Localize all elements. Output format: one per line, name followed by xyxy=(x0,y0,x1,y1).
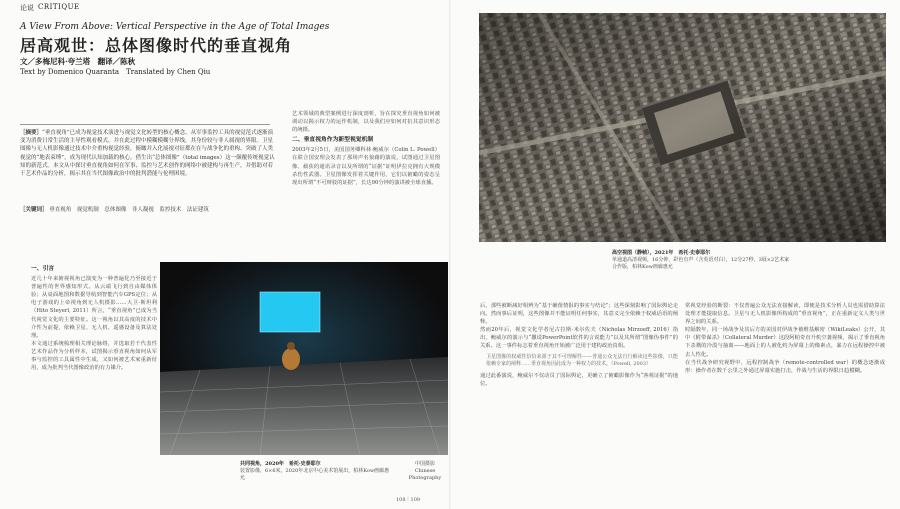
body-column-1 xyxy=(31,263,157,503)
aerial-image xyxy=(479,13,886,242)
keyword: 总体图像 xyxy=(104,207,127,213)
caption-text: 装置影像，6×6米，2020年北京中心美术馆展出，柏林Kow画廊惠允 xyxy=(240,468,390,481)
body-column-3 xyxy=(480,302,678,497)
section-heading-2: 二、垂直视角作为新型视觉机制 xyxy=(292,137,374,144)
paragraph: 在当代战争研究视野中，远程控制战争（remote-controlled war）的概念逐渐成形：操作者在数千公里之外通过屏幕实施打击，作战与生活的界限日趋模糊。 xyxy=(685,359,885,374)
photo-caption-2 xyxy=(612,250,792,271)
aerial-photo xyxy=(479,13,886,242)
keywords-label: ［关键词］ xyxy=(20,207,48,213)
section-label-cn: 论说 xyxy=(20,4,34,12)
keyword: 视觉机制 xyxy=(76,207,99,213)
keyword: 法证建筑 xyxy=(186,207,209,213)
page-gutter xyxy=(449,0,451,509)
paragraph: 艺术领域的典型案例进行深度剖析，旨在探究垂直视角如何被调动以揭示权力的运作机制，以及我们应如何对抗其意识形态的统摄。 xyxy=(292,111,440,134)
abstract-text: “垂直视角”已成为视觉技术演进与视觉文化转型的核心概念。从军事监控工具的视觉范式逐渐演变为消费日常生活的主导性观看模式，并在此过程中模糊模糊分界线，其身份较与非人属视的界限。卫星图像与无人机影像通过技术中介重构视觉经验，俯瞰并入化展视对征都在在与战争化的重构、突破了人类视觉的“地表束缚”，成为现代认知加载的核心。借生出“总体图像”（total images）这一颠覆传统视觉认知的新范式。本文从中探讨垂直视角如何在军事、监控与艺术创作的网络中被建构与再生产，并借助对若干艺术作品的分析，揭示其在当代图像政治中的批判潜能与伦理困境。 xyxy=(20,130,275,178)
article-title-en: A View From Above: Vertical Perspective in the Age of Total Images xyxy=(20,22,330,32)
photo-caption-1 xyxy=(240,461,390,482)
caption-text: 单通道高清视频，16分钟，彩色有声（含英语对白），12分27秒，3展×2艺术家合作版，柏林Kow画廊惠允 xyxy=(612,257,790,270)
article-title-cn: 居高观世：总体图像时代的垂直视角 xyxy=(20,36,293,55)
byline-en: Text by Domenico Quaranta Translated by Chen Qiu xyxy=(20,68,211,76)
photo-credit: 中国摄影 Chinese Photography xyxy=(408,461,442,481)
paragraph: 然而20年后，视觉文化学者尼古拉斯·米尔佐夫（Nicholas Mirzoeff, 2016）指出，鲍威尔的演示与“撒谎PowerPoint软件的言说能力”以及其所谓“图像伪事件”的关系。这一事件标志着垂直视角开始被广泛用于建构政治真相。 xyxy=(480,327,678,350)
paragraph: 后，那些被断减好相辨为“基于确凿情报的事实与结论”；这些深刻影响了国际舆论走向。然而事后证明，这些图像并不能证明任何事实，其意义完全依赖于权威话语的阐释。 xyxy=(480,303,678,326)
installation-image xyxy=(160,262,448,455)
paragraph: 本文通过系统梳理相关理论脉络，并选取若干代表性艺术作品作为分析样本，试图揭示垂直视角如何从军事与监控的工具属性中生成，又如何被艺术家重新征用，成为批判当代图像政治的有力媒介。 xyxy=(31,340,157,372)
divider xyxy=(20,124,270,125)
keywords xyxy=(20,206,275,214)
byline-cn: 文／多梅尼科·夸兰塔 翻译／陈秋 xyxy=(20,57,136,66)
paragraph: 常视觉经验的断裂：不仅普遍公众无法直接解读，即便是技术分析人员也需借助算法处理才能提取信息。卫星与无人机影像所构成的“垂直视角”，正在重新定义人类与世界之间的关系。 xyxy=(685,303,885,326)
paragraph: 2003年2月5日，美国国务卿科林·鲍威尔（Colin L. Powell）在联合国安理会发表了那场声名狼藉的演说，试图通过卫星图像、截获的通讯录音以及所谓的“证据”证明伊拉克拥有大规模杀伤性武器。卫星图像发挥着关键作用，它们以俯瞰的姿态呈现出所谓“不可辩驳的证据”，长达90分钟的演讲被全球直播。 xyxy=(292,147,440,186)
paragraph: 通过此番演说，鲍威尔不仅动员了国际舆论，更确立了俯瞰影像作为“客观证据”的地位。 xyxy=(480,372,678,387)
page-number: 108｜109 xyxy=(396,497,421,503)
block-quote: 卫星图像的权威性恰恰来源于其不可理解性——普通公众无法自行解读这些影像，只能依赖专家的阐释……垂直视角因此成为一种权力的技术。（Powell, 2003） xyxy=(486,353,678,368)
body-column-2 xyxy=(292,110,440,260)
keyword: 监控技术 xyxy=(159,207,182,213)
section-heading-1: 一、引言 xyxy=(31,266,55,272)
paragraph: 时隔数年，同一场战争及其后方的美国对伊战争被维基解密（WikiLeaks）公开，其中《附带谋杀》（Collateral Murder）这段阿帕奇直升机空袭视频，揭示了垂直视角下杀戮的冷漠与抽离——地面上的人被化约为屏幕上的像素点，暴力在远程操控中被去人性化。 xyxy=(685,327,885,358)
caption-title: 共同视角，2020年 希托·史泰耶尔 xyxy=(240,461,321,467)
abstract xyxy=(20,129,275,178)
keyword: 垂直视角 xyxy=(49,207,72,213)
paragraph: 近几十年来俯视视角已演变为一种普遍化乃至接近于普遍性的世界感知形式。从云端飞行到自由媒体体验；从桌面地图和数据导航到智能汽车GPS定位；从电子游戏的上帝视角到无人机摄影……大卫·斯坦利（Hito Steyerl, 2011）所言，“垂直视角”已成为当代视觉文化的主要特征。这一视角以其高度的技术中介性为前提，依赖卫星、无人机、遥感设备及算法处理。 xyxy=(31,276,157,339)
section-label-en: CRITIQUE xyxy=(38,3,80,11)
keyword: 非人凝视 xyxy=(131,207,154,213)
body-column-4 xyxy=(685,302,885,497)
installation-photo xyxy=(160,262,448,455)
caption-title: 高空视图（静帧），2021年 希托·史泰耶尔 xyxy=(612,250,711,256)
abstract-label: ［摘要］ xyxy=(20,130,43,136)
